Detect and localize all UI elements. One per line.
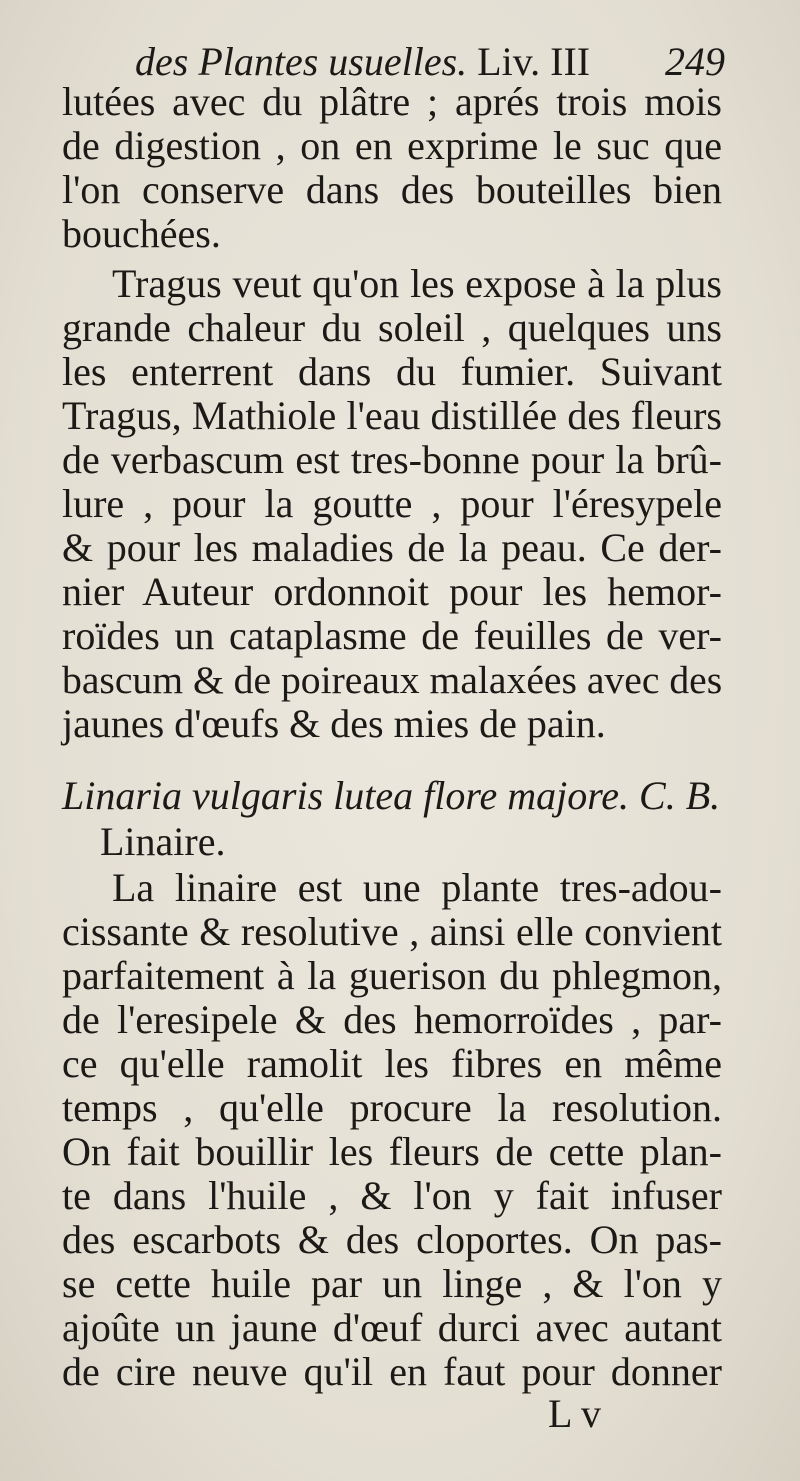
- text-line: ajoûte un jaune d'œuf durci avec autant: [62, 1305, 722, 1350]
- text-line: ce qu'elle ramolit les fibres en même: [62, 1041, 722, 1086]
- text-line: de l'eresipele & des hemorroïdes , par-: [62, 997, 722, 1042]
- paragraph-3: [62, 866, 722, 1394]
- paragraph-2: [62, 262, 722, 746]
- text-line: l'on conserve dans des bouteilles bien: [62, 167, 722, 212]
- text-line: Tragus veut qu'on les expose à la plus: [112, 261, 722, 306]
- text-line: te dans l'huile , & l'on y fait infuser: [62, 1173, 722, 1218]
- entry-subtitle: Linaire.: [100, 819, 226, 864]
- text-line: des escarbots & des cloportes. On pas-: [62, 1217, 722, 1262]
- text-line: jaunes d'œufs & des mies de pain.: [62, 701, 606, 746]
- page-number: 249: [665, 39, 725, 84]
- text-line: de digestion , on en exprime le suc que: [62, 123, 722, 168]
- text-line: parfaitement à la guerison du phlegmon,: [62, 953, 722, 998]
- text-line: On fait bouillir les fleurs de cette plan-: [62, 1129, 722, 1174]
- text-line: les enterrent dans du fumier. Suivant: [62, 349, 722, 394]
- text-line: bouchées.: [62, 211, 221, 256]
- text-line: bascum & de poireaux malaxées avec des: [62, 658, 723, 702]
- text-line: La linaire est une plante tres-adou-: [112, 865, 722, 910]
- text-line: roïdes un cataplasme de feuilles de ver-: [62, 613, 722, 658]
- text-line: nier Auteur ordonnoit pour les hemor-: [62, 569, 722, 614]
- text-line: grande chaleur du soleil , quelques uns: [62, 305, 722, 350]
- text-line: Tragus, Mathiole l'eau distillée des fleurs: [62, 393, 722, 438]
- text-line: lutées avec du plâtre ; aprés trois mois: [62, 79, 722, 124]
- running-title: des Plantes usuelles.: [135, 39, 468, 84]
- catchword: L v: [548, 1391, 601, 1436]
- text-line: temps , qu'elle procure la resolution.: [62, 1085, 722, 1130]
- section-number: Liv. III: [477, 39, 591, 84]
- text-line: se cette huile par un linge , & l'on y: [62, 1261, 722, 1306]
- text-line: lure , pour la goutte , pour l'éresypele: [62, 481, 722, 526]
- paragraph-1: [62, 80, 722, 256]
- text-line: de cire neuve qu'il en faut pour donner: [62, 1349, 722, 1394]
- entry-title: Linaria vulgaris lutea flore majore. C. B.: [62, 773, 721, 818]
- text-line: cissante & resolutive , ainsi elle convient: [62, 909, 722, 954]
- text-line: & pour les maladies de la peau. Ce der-: [62, 525, 722, 570]
- text-line: de verbascum est tres-bonne pour la brû-: [62, 437, 722, 482]
